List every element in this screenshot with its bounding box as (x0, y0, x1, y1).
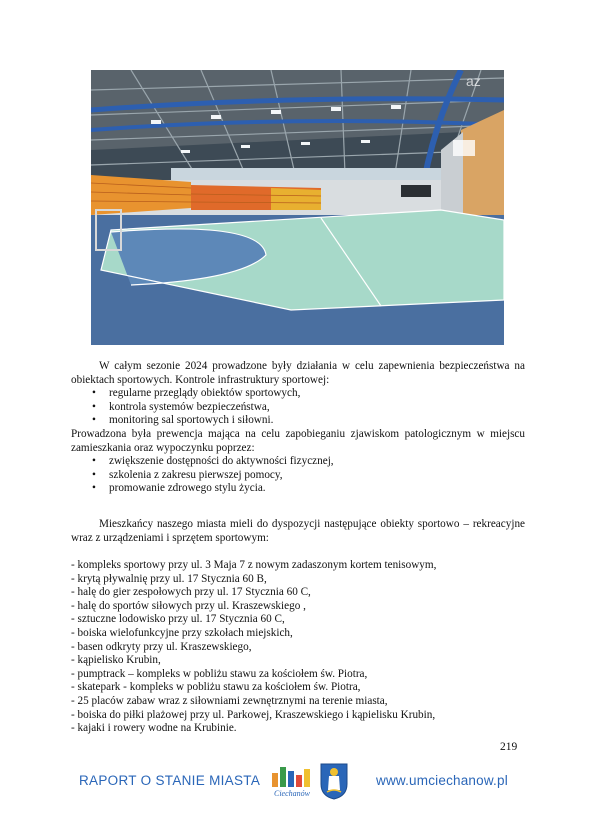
watermark: az (466, 73, 481, 89)
facilities-list (71, 559, 525, 736)
list-item: - kajaki i rowery wodne na Krubinie. (71, 722, 237, 735)
list-item: - kąpielisko Krubin, (71, 654, 161, 667)
list-item: - basen odkryty przy ul. Kraszewskiego, (71, 640, 252, 653)
list-item: - krytą pływalnię przy ul. 17 Stycznia 60 B, (71, 572, 267, 585)
safety-section (71, 360, 525, 496)
list-item: - kompleks sportowy przy ul. 3 Maja 7 z nowym zadaszonym kortem tenisowym, (71, 559, 437, 571)
website-link[interactable]: www.umciechanow.pl (376, 773, 508, 788)
list-item: • promowanie zdrowego stylu życia. (92, 482, 266, 495)
list-item: • kontrola systemów bezpieczeństwa, (92, 400, 270, 413)
report-title: RAPORT O STANIE MIASTA (79, 773, 261, 788)
prevention-text: Prowadzona była prewencja mająca na celu zapobieganiu zjawiskom patologicznym w miejscu zamieszkania oraz wypoczynku poprzez: (71, 427, 525, 454)
list-item: - boiska wielofunkcyjne przy szkołach miejskich, (71, 626, 293, 639)
list-item: - 25 placów zabaw wraz z siłowniami zewnętrznymi na terenie miasta, (71, 694, 388, 707)
logo-text: Ciechanów (274, 789, 310, 798)
list-item: • regularne przeglądy obiektów sportowych, (92, 387, 301, 400)
list-item: - boiska do piłki plażowej przy ul. Parkowej, Kraszewskiego i kąpielisku Krubin, (71, 708, 436, 721)
list-item: - sztuczne lodowisko przy ul. 17 Stycznia 60 C, (71, 613, 285, 626)
city-logo (268, 763, 316, 799)
list-item: - pumptrack – kompleks w pobliżu stawu za kościołem św. Piotra, (71, 667, 368, 680)
list-item: - halę do sportów siłowych przy ul. Kraszewskiego , (71, 599, 306, 612)
list-item: - skatepark - kompleks w pobliżu stawu za kościołem św. Piotra, (71, 681, 361, 694)
list-item: • szkolenia z zakresu pierwszej pomocy, (92, 468, 283, 481)
prevention-list (71, 455, 525, 496)
inspection-list (71, 387, 525, 428)
page-number: 219 (500, 741, 518, 753)
intro-text: W całym sezonie 2024 prowadzone były działania w celu zapewnienia bezpieczeństwa na obiektach sportowych. Kontrole infrastruktury sportowej: (71, 360, 525, 386)
page-footer (0, 760, 594, 808)
list-item: • monitoring sal sportowych i siłowni. (92, 414, 274, 427)
list-item: • zwiększenie dostępności do aktywności fizycznej, (92, 455, 334, 468)
list-item: - halę do gier zespołowych przy ul. 17 Stycznia 60 C, (71, 586, 311, 599)
coat-of-arms-icon (319, 762, 349, 800)
sports-hall-photo (91, 70, 504, 345)
facilities-intro: Mieszkańcy naszego miasta mieli do dyspozycji następujące obiekty sportowo – rekreacyjne wraz z urządzeniami i sprzętem sportowym: (71, 518, 525, 544)
